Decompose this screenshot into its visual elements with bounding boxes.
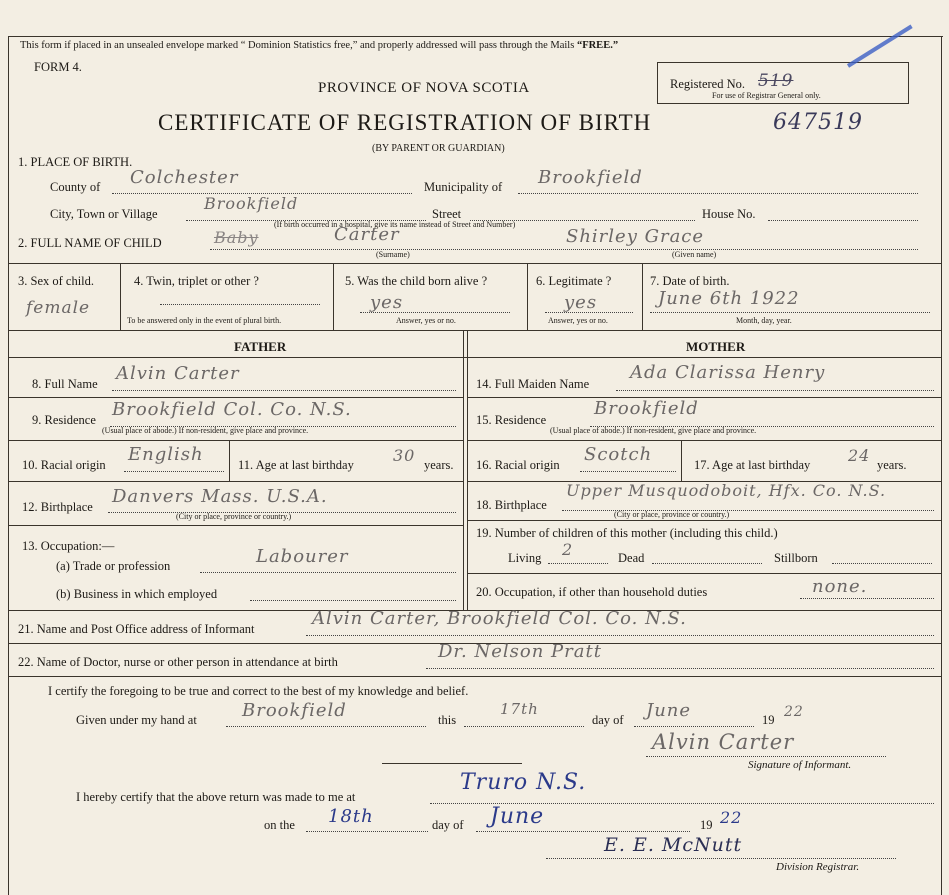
trade-value: Labourer [256, 546, 349, 567]
this-label: this [438, 713, 457, 727]
child-name-struck: Baby [214, 228, 259, 247]
occupation-label: 13. Occupation:— [22, 539, 115, 553]
informant-value: Alvin Carter, Brookfield Col. Co. N.S. [312, 608, 687, 629]
surname-note: (Surname) [376, 250, 410, 259]
legit-label: 6. Legitimate ? [536, 274, 612, 288]
registrar-signature: E. E. McNutt [604, 834, 743, 856]
children-label: 19. Number of children of this mother (including this child.) [476, 526, 778, 540]
registrar-day-of-label: day of [432, 818, 464, 832]
birth-date-value: June 6th 1922 [658, 288, 800, 309]
certify-text: I certify the foregoing to be true and correct to the best of my knowledge and belief. [48, 684, 469, 698]
registrar-place: Truro N.S. [460, 770, 587, 795]
certify-year-prefix: 19 [762, 713, 775, 727]
mother-birthplace-label: 18. Birthplace [476, 498, 547, 512]
county-value: Colchester [130, 167, 239, 188]
top-border [8, 36, 943, 37]
registrar-month: June [490, 804, 545, 829]
registrar-year-prefix: 19 [700, 818, 713, 832]
registered-label: Registered No. [670, 77, 745, 91]
legit-note: Answer, yes or no. [548, 316, 608, 325]
right-border [941, 36, 942, 895]
county-label: County of [50, 180, 101, 194]
mother-residence-note: (Usual place of abode.) If non-resident, give place and province. [550, 426, 757, 435]
doctor-label: 22. Name of Doctor, nurse or other person in attendance at birth [18, 655, 338, 669]
mother-racial: Scotch [584, 444, 653, 465]
mother-name-label: 14. Full Maiden Name [476, 377, 590, 391]
municipality-label: Municipality of [424, 180, 503, 194]
child-surname: Carter [334, 224, 400, 245]
sex-label: 3. Sex of child. [18, 274, 95, 288]
informant-signature-label: Signature of Informant. [748, 759, 852, 771]
mail-note: This form if placed in an unsealed envelope marked “ Dominion Statistics free,” and properly addressed will pass through the Mails “FREE.” [20, 40, 619, 51]
father-birthplace-label: 12. Birthplace [22, 500, 93, 514]
living-value: 2 [562, 540, 574, 559]
father-birthplace: Danvers Mass. U.S.A. [112, 486, 328, 507]
place-of-birth-label: 1. PLACE OF BIRTH. [18, 155, 133, 169]
alive-value: yes [370, 292, 404, 313]
child-given-name: Shirley Grace [566, 226, 705, 247]
mother-name: Ada Clarissa Henry [630, 362, 826, 383]
given-under-label: Given under my hand at [76, 713, 197, 727]
registrar-day: 18th [328, 806, 374, 827]
city-value: Brookfield [204, 194, 299, 213]
registered-value: 519 [758, 71, 794, 91]
twin-note: To be answered only in the event of plural birth. [127, 316, 282, 325]
doctor-value: Dr. Nelson Pratt [438, 641, 602, 662]
child-name-label: 2. FULL NAME OF CHILD [18, 236, 162, 250]
father-age: 30 [393, 446, 416, 465]
on-the-label: on the [264, 818, 295, 832]
father-birthplace-note: (City or place, province or country.) [176, 512, 292, 521]
registered-note: For use of Registrar General only. [712, 91, 821, 100]
registered-box [657, 62, 909, 104]
cert-number: 647519 [773, 110, 863, 135]
father-years: years. [424, 458, 454, 472]
mother-occupation: none. [812, 576, 868, 597]
certify-place: Brookfield [242, 700, 347, 721]
dead-label: Dead [618, 551, 645, 565]
left-border [8, 36, 9, 895]
mother-residence: Brookfield [594, 398, 699, 419]
mother-occupation-label: 20. Occupation, if other than household duties [476, 585, 708, 599]
mother-birthplace-note: (City or place, province or country.) [614, 510, 730, 519]
twin-label: 4. Twin, triplet or other ? [134, 274, 259, 288]
certify-month: June [646, 700, 692, 721]
divider-short [382, 763, 522, 764]
alive-note: Answer, yes or no. [396, 316, 456, 325]
father-racial: English [128, 444, 204, 465]
city-label: City, Town or Village [50, 207, 158, 221]
page-title: CERTIFICATE OF REGISTRATION OF BIRTH [158, 110, 652, 135]
given-note: (Given name) [672, 250, 717, 259]
street-label: Street [432, 207, 462, 221]
father-age-label: 11. Age at last birthday [238, 458, 354, 472]
father-heading: FATHER [234, 339, 287, 354]
certify-day: 17th [500, 700, 539, 718]
sex-value: female [26, 298, 91, 318]
father-residence-label: 9. Residence [32, 413, 96, 427]
municipality-value: Brookfield [538, 167, 643, 188]
informant-signature: Alvin Carter [652, 730, 795, 754]
mother-age: 24 [848, 446, 871, 465]
mother-heading: MOTHER [686, 339, 746, 354]
father-residence-note: (Usual place of abode.) If non-resident, give place and province. [102, 426, 309, 435]
certify-year: 22 [784, 704, 804, 720]
mother-residence-label: 15. Residence [476, 413, 547, 427]
form-number: FORM 4. [34, 60, 82, 74]
birth-date-note: Month, day, year. [736, 316, 792, 325]
subtitle: (BY PARENT OR GUARDIAN) [372, 143, 505, 154]
business-label: (b) Business in which employed [56, 587, 218, 601]
trade-label: (a) Trade or profession [56, 559, 171, 573]
registrar-year: 22 [720, 808, 743, 827]
mother-birthplace: Upper Musquodoboit, Hfx. Co. N.S. [566, 481, 887, 500]
father-residence: Brookfield Col. Co. N.S. [112, 399, 352, 420]
father-racial-label: 10. Racial origin [22, 458, 106, 472]
mother-age-label: 17. Age at last birthday [694, 458, 811, 472]
province-heading: PROVINCE OF NOVA SCOTIA [318, 80, 530, 96]
mother-years: years. [877, 458, 907, 472]
birth-date-label: 7. Date of birth. [650, 274, 730, 288]
alive-label: 5. Was the child born alive ? [345, 274, 488, 288]
house-label: House No. [702, 207, 756, 221]
street-note: (If birth occurred in a hospital, give its name instead of Street and Number) [274, 220, 516, 229]
day-of-label: day of [592, 713, 624, 727]
mother-racial-label: 16. Racial origin [476, 458, 560, 472]
stillborn-label: Stillborn [774, 551, 818, 565]
father-name: Alvin Carter [116, 363, 240, 384]
father-name-label: 8. Full Name [32, 377, 98, 391]
living-label: Living [508, 551, 542, 565]
informant-label: 21. Name and Post Office address of Informant [18, 622, 255, 636]
registrar-text: I hereby certify that the above return was made to me at [76, 790, 356, 804]
registrar-signature-label: Division Registrar. [776, 861, 860, 873]
legit-value: yes [564, 292, 598, 313]
